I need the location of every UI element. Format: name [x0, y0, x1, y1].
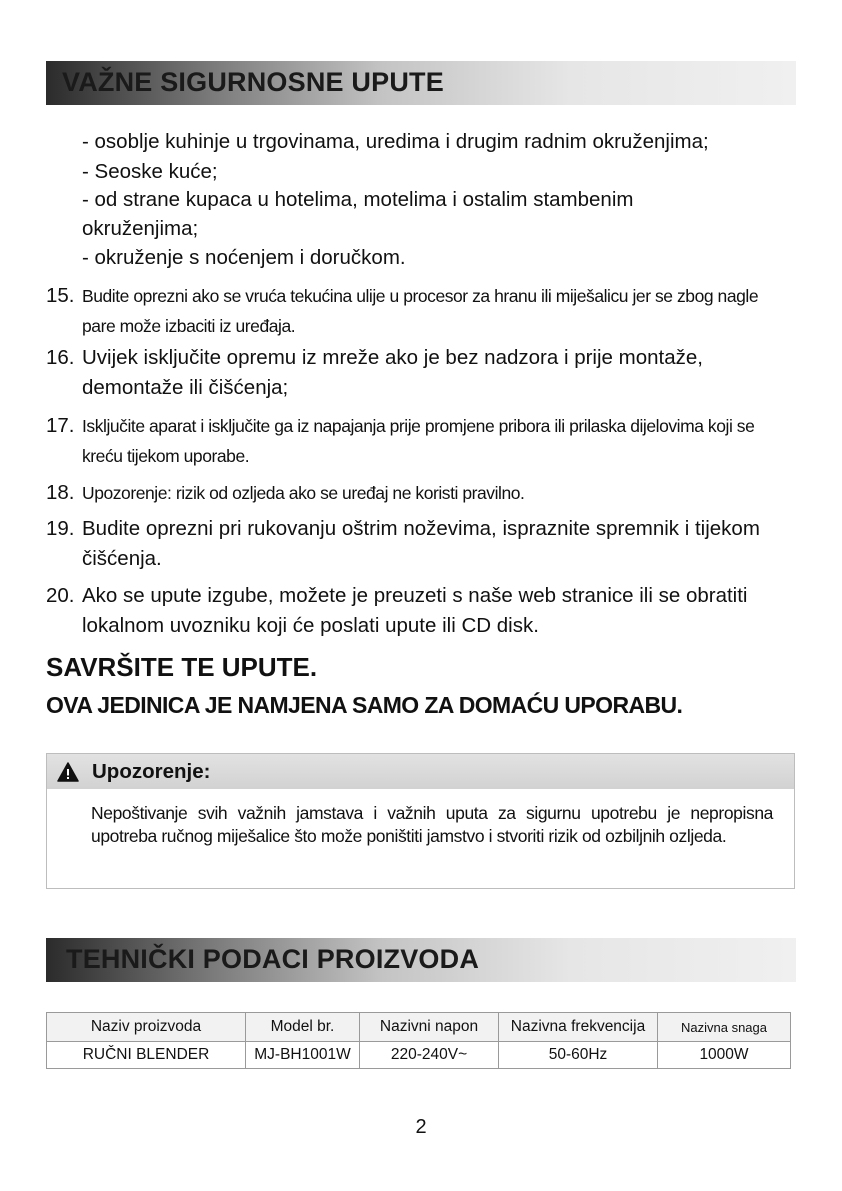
warning-box — [46, 753, 795, 889]
section-title-specs: TEHNIČKI PODACI PROIZVODA — [66, 944, 480, 974]
item-number: 20. — [46, 584, 75, 607]
table-cell: 1000W — [658, 1042, 791, 1069]
page-number: 2 — [415, 1116, 427, 1138]
item-text: Budite oprezni pri rukovanju oštrim noževima, ispraznite spremnik i tijekom čišćenja. — [82, 517, 760, 570]
item-text: Upozorenje: rizik od ozljeda ako se uređaj ne koristi pravilno. — [82, 483, 525, 503]
table-header: Nazivna snaga — [658, 1013, 791, 1042]
specs-table — [46, 1012, 791, 1069]
item-text: Isključite aparat i isključite ga iz napajanja prije promjene pribora ili prilaska dijelovima koji se kreću tijekom uporabe. — [82, 416, 755, 466]
table-cell: RUČNI BLENDER — [47, 1042, 246, 1069]
item-text: Budite oprezni ako se vruća tekućina ulije u procesor za hranu ili miješalicu jer se zbog nagle pare može izbaciti iz uređaja. — [82, 286, 759, 336]
table-header: Model br. — [246, 1013, 360, 1042]
table-header: Naziv proizvoda — [47, 1013, 246, 1042]
item-number: 18. — [46, 481, 75, 504]
warning-text: Nepoštivanje svih važnih jamstava i važnih uputa za sigurnu upotrebu je nepropisna upotreba ručnog miješalice što može poništiti jamstvo i stvoriti rizik od ozbiljnih ozljeda. — [91, 803, 773, 846]
domestic-use-heading: OVA JEDINICA JE NAMJENA SAMO ZA DOMAĆU UPORABU. — [46, 692, 683, 718]
warning-header — [47, 754, 794, 789]
list-item: - osoblje kuhinje u trgovinama, uredima i drugim radnim okruženjima; — [82, 130, 709, 153]
section-banner-specs — [46, 938, 796, 982]
item-number: 16. — [46, 346, 75, 369]
table-row — [47, 1042, 791, 1069]
warning-title: Upozorenje: — [92, 760, 211, 783]
item-text: Ako se upute izgube, možete je preuzeti s naše web stranice ili se obratiti lokalnom uvozniku koji će poslati upute ili CD disk. — [82, 584, 748, 637]
list-item: - Seoske kuće; — [82, 160, 218, 183]
section-banner-safety — [46, 61, 796, 105]
item-number: 19. — [46, 517, 75, 540]
item-number: 15. — [46, 284, 75, 307]
item-text: Uvijek isključite opremu iz mreže ako je bez nadzora i prije montaže, demontaže ili čišćenja; — [82, 346, 703, 399]
section-title-safety: VAŽNE SIGURNOSNE UPUTE — [62, 67, 444, 97]
warning-triangle-icon — [57, 762, 79, 782]
table-header-row — [47, 1013, 791, 1042]
table-cell: MJ-BH1001W — [246, 1042, 360, 1069]
table-cell: 50-60Hz — [499, 1042, 658, 1069]
list-item: - od strane kupaca u hotelima, motelima i ostalim stambenim — [82, 188, 634, 211]
table-header: Nazivni napon — [360, 1013, 499, 1042]
closing-heading: SAVRŠITE TE UPUTE. — [46, 652, 318, 682]
table-cell: 220-240V~ — [360, 1042, 499, 1069]
list-item: - okruženje s noćenjem i doručkom. — [82, 246, 406, 269]
list-item: okruženjima; — [82, 217, 199, 240]
item-number: 17. — [46, 414, 75, 437]
table-header: Nazivna frekvencija — [499, 1013, 658, 1042]
